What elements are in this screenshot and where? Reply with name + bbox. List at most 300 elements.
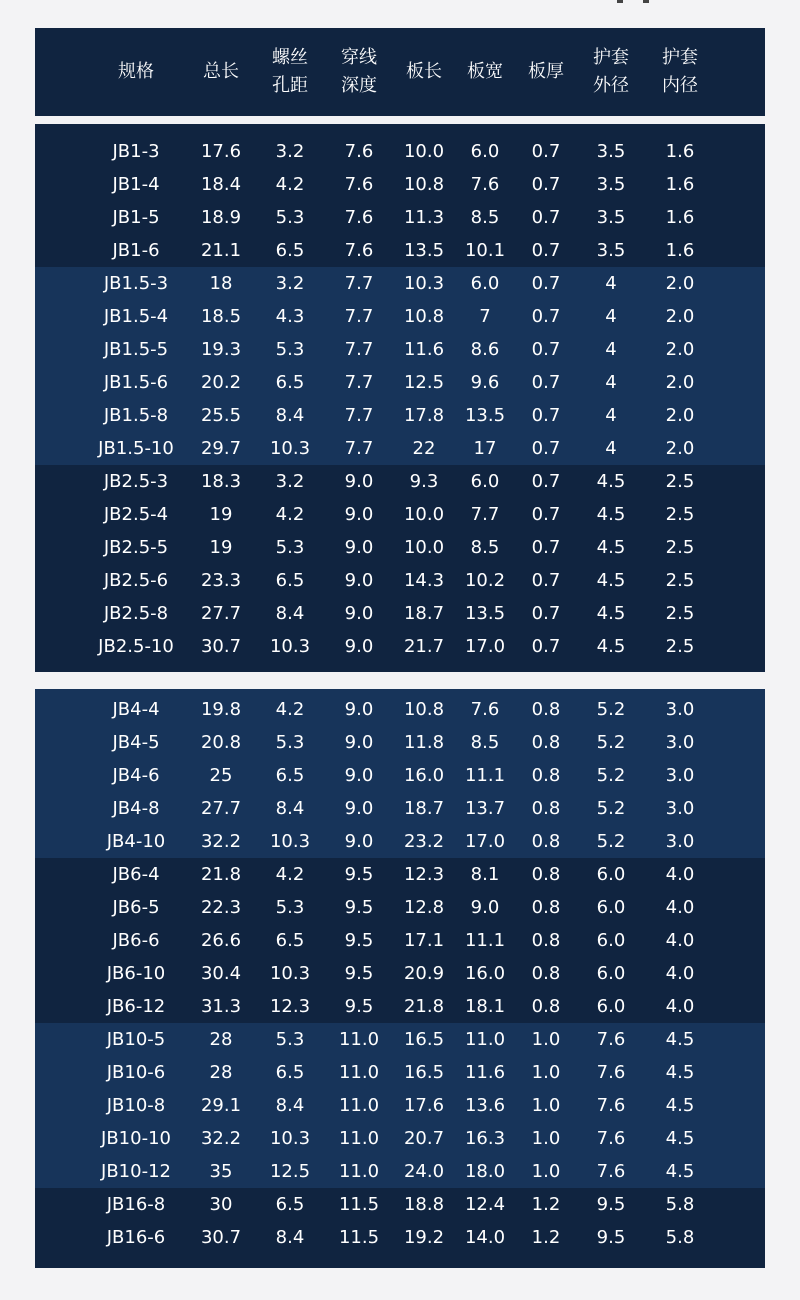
cell-screw-pitch: 10.3 <box>269 1128 311 1149</box>
cell-screw-pitch: 10.3 <box>269 963 311 984</box>
cell-plate-length: 10.0 <box>403 537 445 558</box>
cell-plate-length: 11.6 <box>403 339 445 360</box>
cell-sheath-inner-diameter: 4.5 <box>665 1161 695 1182</box>
table-row <box>35 759 765 792</box>
cell-plate-length: 18.7 <box>403 798 445 819</box>
cell-total-length: 32.2 <box>200 1128 242 1149</box>
cell-plate-thickness: 0.7 <box>531 339 561 360</box>
cell-screw-pitch: 10.3 <box>269 831 311 852</box>
header-sheath-inner-diameter: 内径 <box>662 75 698 96</box>
cell-spec: JB1.5-5 <box>103 339 169 360</box>
cell-sheath-outer-diameter: 4 <box>605 405 617 426</box>
cell-plate-length: 12.3 <box>403 864 445 885</box>
cell-plate-length: 10.8 <box>403 174 445 195</box>
header-spec: 规格 <box>118 61 154 82</box>
header-plate-thickness: 板厚 <box>528 61 564 82</box>
cell-total-length: 27.7 <box>200 603 242 624</box>
table-header <box>35 28 765 116</box>
cell-thread-depth: 9.0 <box>344 471 374 492</box>
cell-total-length: 30.4 <box>200 963 242 984</box>
header-screw-pitch: 孔距 <box>272 75 308 96</box>
cell-plate-thickness: 0.8 <box>531 765 561 786</box>
cell-plate-width: 11.6 <box>464 1062 506 1083</box>
cell-plate-thickness: 0.7 <box>531 603 561 624</box>
cell-spec: JB10-5 <box>106 1029 166 1050</box>
cell-plate-length: 24.0 <box>403 1161 445 1182</box>
cell-thread-depth: 7.7 <box>344 306 374 327</box>
cell-total-length: 17.6 <box>200 141 242 162</box>
cell-sheath-inner-diameter: 4.0 <box>665 930 695 951</box>
table-row <box>35 366 765 399</box>
cell-screw-pitch: 12.5 <box>269 1161 311 1182</box>
cell-sheath-outer-diameter: 6.0 <box>596 930 626 951</box>
cell-spec: JB2.5-4 <box>103 504 169 525</box>
cell-plate-length: 19.2 <box>403 1227 445 1248</box>
cell-thread-depth: 9.0 <box>344 732 374 753</box>
table-row <box>35 689 765 726</box>
cell-sheath-outer-diameter: 6.0 <box>596 996 626 1017</box>
cell-screw-pitch: 4.3 <box>275 306 305 327</box>
cell-sheath-inner-diameter: 4.0 <box>665 963 695 984</box>
cell-spec: JB2.5-3 <box>103 471 169 492</box>
cell-spec: JB1-6 <box>112 240 160 261</box>
cell-spec: JB6-10 <box>106 963 166 984</box>
cell-sheath-outer-diameter: 5.2 <box>596 765 626 786</box>
cell-plate-thickness: 0.7 <box>531 240 561 261</box>
cell-plate-width: 9.6 <box>470 372 500 393</box>
cell-plate-thickness: 0.7 <box>531 372 561 393</box>
cell-sheath-inner-diameter: 2.0 <box>665 273 695 294</box>
cell-thread-depth: 9.0 <box>344 798 374 819</box>
header-screw-pitch: 螺丝 <box>272 47 308 68</box>
cell-total-length: 18.9 <box>200 207 242 228</box>
cell-plate-length: 21.8 <box>403 996 445 1017</box>
cell-sheath-inner-diameter: 4.0 <box>665 897 695 918</box>
header-sheath-outer-diameter: 外径 <box>593 75 629 96</box>
header-total-length: 总长 <box>203 61 239 82</box>
cell-thread-depth: 9.5 <box>344 930 374 951</box>
table-row <box>35 825 765 858</box>
cell-thread-depth: 11.0 <box>338 1062 380 1083</box>
cell-plate-width: 12.4 <box>464 1194 506 1215</box>
cell-plate-width: 13.5 <box>464 603 506 624</box>
cell-plate-thickness: 1.0 <box>531 1062 561 1083</box>
cell-spec: JB2.5-5 <box>103 537 169 558</box>
cell-sheath-outer-diameter: 3.5 <box>596 141 626 162</box>
top-edge-mark <box>643 0 649 3</box>
cell-sheath-inner-diameter: 5.8 <box>665 1227 695 1248</box>
table-row <box>35 1089 765 1122</box>
header-thread-depth: 穿线 <box>341 47 377 68</box>
cell-plate-width: 18.0 <box>464 1161 506 1182</box>
cell-plate-width: 7.7 <box>470 504 500 525</box>
cell-sheath-outer-diameter: 7.6 <box>596 1029 626 1050</box>
cell-sheath-outer-diameter: 6.0 <box>596 897 626 918</box>
cell-screw-pitch: 6.5 <box>275 1194 305 1215</box>
cell-thread-depth: 9.0 <box>344 765 374 786</box>
cell-plate-width: 10.2 <box>464 570 506 591</box>
cell-sheath-inner-diameter: 2.5 <box>665 570 695 591</box>
cell-plate-thickness: 0.8 <box>531 996 561 1017</box>
cell-spec: JB1.5-8 <box>103 405 169 426</box>
cell-spec: JB4-6 <box>112 765 160 786</box>
cell-spec: JB2.5-6 <box>103 570 169 591</box>
cell-plate-length: 17.6 <box>403 1095 445 1116</box>
cell-screw-pitch: 5.3 <box>275 207 305 228</box>
cell-total-length: 19.3 <box>200 339 242 360</box>
cell-total-length: 31.3 <box>200 996 242 1017</box>
cell-spec: JB4-4 <box>112 699 160 720</box>
cell-plate-length: 20.9 <box>403 963 445 984</box>
header-sheath-outer-diameter: 护套 <box>593 47 629 68</box>
cell-plate-thickness: 0.7 <box>531 570 561 591</box>
cell-spec: JB6-5 <box>112 897 160 918</box>
cell-sheath-inner-diameter: 4.0 <box>665 864 695 885</box>
cell-screw-pitch: 10.3 <box>269 636 311 657</box>
cell-sheath-outer-diameter: 5.2 <box>596 699 626 720</box>
table-row <box>35 531 765 564</box>
cell-plate-width: 11.1 <box>464 930 506 951</box>
cell-plate-length: 16.5 <box>403 1062 445 1083</box>
cell-total-length: 28 <box>209 1062 233 1083</box>
cell-screw-pitch: 3.2 <box>275 141 305 162</box>
table-row <box>35 465 765 498</box>
cell-screw-pitch: 3.2 <box>275 471 305 492</box>
cell-plate-thickness: 0.7 <box>531 471 561 492</box>
cell-sheath-inner-diameter: 3.0 <box>665 798 695 819</box>
header-sheath-inner-diameter: 护套 <box>662 47 698 68</box>
cell-spec: JB2.5-10 <box>98 636 174 657</box>
cell-thread-depth: 9.5 <box>344 897 374 918</box>
cell-plate-width: 6.0 <box>470 471 500 492</box>
cell-plate-thickness: 0.7 <box>531 273 561 294</box>
cell-total-length: 18.4 <box>200 174 242 195</box>
cell-sheath-outer-diameter: 4 <box>605 306 617 327</box>
cell-spec: JB1.5-6 <box>103 372 169 393</box>
cell-screw-pitch: 4.2 <box>275 699 305 720</box>
cell-sheath-inner-diameter: 4.5 <box>665 1029 695 1050</box>
cell-plate-thickness: 0.8 <box>531 897 561 918</box>
cell-sheath-inner-diameter: 1.6 <box>665 141 695 162</box>
cell-plate-thickness: 1.0 <box>531 1161 561 1182</box>
cell-sheath-outer-diameter: 9.5 <box>596 1227 626 1248</box>
cell-screw-pitch: 5.3 <box>275 339 305 360</box>
cell-plate-width: 17.0 <box>464 831 506 852</box>
cell-screw-pitch: 8.4 <box>275 798 305 819</box>
cell-plate-width: 6.0 <box>470 273 500 294</box>
cell-plate-length: 14.3 <box>403 570 445 591</box>
cell-plate-length: 10.0 <box>403 141 445 162</box>
cell-total-length: 18.5 <box>200 306 242 327</box>
cell-sheath-outer-diameter: 6.0 <box>596 864 626 885</box>
cell-plate-length: 17.8 <box>403 405 445 426</box>
cell-thread-depth: 7.7 <box>344 438 374 459</box>
cell-spec: JB1.5-3 <box>103 273 169 294</box>
cell-sheath-inner-diameter: 2.5 <box>665 636 695 657</box>
cell-plate-width: 10.1 <box>464 240 506 261</box>
cell-spec: JB4-10 <box>106 831 166 852</box>
cell-sheath-inner-diameter: 1.6 <box>665 240 695 261</box>
cell-thread-depth: 9.0 <box>344 831 374 852</box>
table-row <box>35 201 765 234</box>
table-row <box>35 726 765 759</box>
cell-plate-thickness: 0.8 <box>531 798 561 819</box>
cell-total-length: 21.1 <box>200 240 242 261</box>
cell-total-length: 18 <box>209 273 233 294</box>
table-row <box>35 792 765 825</box>
cell-total-length: 19.8 <box>200 699 242 720</box>
cell-sheath-outer-diameter: 4.5 <box>596 504 626 525</box>
cell-thread-depth: 11.0 <box>338 1095 380 1116</box>
cell-plate-width: 17 <box>473 438 497 459</box>
cell-total-length: 20.2 <box>200 372 242 393</box>
table-row <box>35 135 765 168</box>
cell-thread-depth: 7.7 <box>344 273 374 294</box>
cell-spec: JB16-8 <box>106 1194 166 1215</box>
cell-plate-thickness: 0.7 <box>531 636 561 657</box>
cell-plate-thickness: 0.7 <box>531 438 561 459</box>
cell-plate-thickness: 0.8 <box>531 699 561 720</box>
cell-sheath-inner-diameter: 3.0 <box>665 699 695 720</box>
cell-sheath-inner-diameter: 3.0 <box>665 831 695 852</box>
cell-screw-pitch: 8.4 <box>275 1227 305 1248</box>
cell-sheath-outer-diameter: 3.5 <box>596 240 626 261</box>
cell-thread-depth: 9.0 <box>344 699 374 720</box>
cell-sheath-outer-diameter: 4.5 <box>596 603 626 624</box>
cell-plate-thickness: 0.8 <box>531 732 561 753</box>
cell-spec: JB1-5 <box>112 207 160 228</box>
cell-spec: JB1.5-10 <box>98 438 174 459</box>
cell-screw-pitch: 5.3 <box>275 537 305 558</box>
table-row <box>35 300 765 333</box>
cell-plate-width: 11.1 <box>464 765 506 786</box>
cell-screw-pitch: 6.5 <box>275 240 305 261</box>
cell-sheath-inner-diameter: 2.5 <box>665 504 695 525</box>
header-plate-width: 板宽 <box>467 61 503 82</box>
spec-table-2 <box>35 689 765 1268</box>
cell-thread-depth: 9.5 <box>344 963 374 984</box>
cell-screw-pitch: 4.2 <box>275 864 305 885</box>
cell-plate-thickness: 1.0 <box>531 1128 561 1149</box>
cell-plate-length: 10.3 <box>403 273 445 294</box>
cell-plate-length: 11.3 <box>403 207 445 228</box>
cell-plate-width: 7 <box>479 306 491 327</box>
cell-plate-width: 17.0 <box>464 636 506 657</box>
cell-spec: JB10-8 <box>106 1095 166 1116</box>
table-row <box>35 1023 765 1056</box>
cell-sheath-inner-diameter: 5.8 <box>665 1194 695 1215</box>
cell-total-length: 30 <box>209 1194 233 1215</box>
cell-plate-width: 8.5 <box>470 207 500 228</box>
cell-sheath-inner-diameter: 2.5 <box>665 471 695 492</box>
cell-sheath-outer-diameter: 5.2 <box>596 831 626 852</box>
table-row <box>35 399 765 432</box>
cell-plate-length: 16.0 <box>403 765 445 786</box>
cell-thread-depth: 7.6 <box>344 141 374 162</box>
cell-sheath-inner-diameter: 2.0 <box>665 372 695 393</box>
cell-thread-depth: 7.6 <box>344 207 374 228</box>
cell-plate-length: 22 <box>412 438 436 459</box>
cell-plate-length: 12.5 <box>403 372 445 393</box>
cell-plate-thickness: 0.7 <box>531 504 561 525</box>
cell-plate-width: 13.5 <box>464 405 506 426</box>
cell-screw-pitch: 4.2 <box>275 174 305 195</box>
header-plate-length: 板长 <box>406 61 442 82</box>
cell-total-length: 32.2 <box>200 831 242 852</box>
cell-plate-length: 17.1 <box>403 930 445 951</box>
cell-plate-thickness: 0.7 <box>531 306 561 327</box>
cell-sheath-outer-diameter: 3.5 <box>596 174 626 195</box>
cell-thread-depth: 7.7 <box>344 405 374 426</box>
cell-sheath-outer-diameter: 4.5 <box>596 471 626 492</box>
cell-plate-length: 13.5 <box>403 240 445 261</box>
cell-total-length: 29.7 <box>200 438 242 459</box>
cell-screw-pitch: 10.3 <box>269 438 311 459</box>
cell-thread-depth: 9.0 <box>344 636 374 657</box>
table-row <box>35 1188 765 1221</box>
cell-plate-width: 11.0 <box>464 1029 506 1050</box>
cell-thread-depth: 9.0 <box>344 537 374 558</box>
cell-plate-thickness: 0.8 <box>531 831 561 852</box>
cell-plate-length: 16.5 <box>403 1029 445 1050</box>
cell-plate-width: 8.6 <box>470 339 500 360</box>
cell-plate-length: 10.0 <box>403 504 445 525</box>
cell-plate-width: 7.6 <box>470 174 500 195</box>
cell-sheath-inner-diameter: 2.5 <box>665 537 695 558</box>
cell-plate-thickness: 0.7 <box>531 537 561 558</box>
cell-sheath-outer-diameter: 4 <box>605 273 617 294</box>
cell-plate-length: 20.7 <box>403 1128 445 1149</box>
table-row <box>35 432 765 465</box>
cell-sheath-inner-diameter: 4.0 <box>665 996 695 1017</box>
cell-plate-length: 9.3 <box>409 471 439 492</box>
cell-plate-width: 8.1 <box>470 864 500 885</box>
cell-sheath-outer-diameter: 5.2 <box>596 732 626 753</box>
cell-thread-depth: 11.5 <box>338 1194 380 1215</box>
cell-total-length: 28 <box>209 1029 233 1050</box>
cell-spec: JB1-4 <box>112 174 160 195</box>
cell-plate-thickness: 0.7 <box>531 174 561 195</box>
table-row <box>35 1155 765 1188</box>
cell-sheath-inner-diameter: 4.5 <box>665 1062 695 1083</box>
cell-total-length: 18.3 <box>200 471 242 492</box>
cell-sheath-inner-diameter: 2.0 <box>665 339 695 360</box>
table-row <box>35 924 765 957</box>
cell-thread-depth: 7.6 <box>344 174 374 195</box>
table-row <box>35 267 765 300</box>
cell-thread-depth: 7.7 <box>344 372 374 393</box>
cell-thread-depth: 9.0 <box>344 603 374 624</box>
table-row <box>35 630 765 663</box>
table-row <box>35 333 765 366</box>
cell-sheath-inner-diameter: 2.5 <box>665 603 695 624</box>
cell-plate-width: 16.0 <box>464 963 506 984</box>
cell-sheath-outer-diameter: 4 <box>605 438 617 459</box>
cell-plate-thickness: 0.7 <box>531 405 561 426</box>
cell-screw-pitch: 6.5 <box>275 765 305 786</box>
table-row <box>35 858 765 891</box>
cell-sheath-inner-diameter: 2.0 <box>665 438 695 459</box>
cell-plate-width: 14.0 <box>464 1227 506 1248</box>
cell-thread-depth: 9.5 <box>344 996 374 1017</box>
cell-plate-thickness: 1.2 <box>531 1227 561 1248</box>
cell-sheath-outer-diameter: 4 <box>605 372 617 393</box>
spec-table-1 <box>35 124 765 672</box>
cell-plate-length: 23.2 <box>403 831 445 852</box>
table-row <box>35 234 765 267</box>
cell-sheath-inner-diameter: 1.6 <box>665 207 695 228</box>
table-row <box>35 498 765 531</box>
cell-thread-depth: 9.5 <box>344 864 374 885</box>
cell-spec: JB4-8 <box>112 798 160 819</box>
cell-total-length: 30.7 <box>200 1227 242 1248</box>
cell-plate-thickness: 0.8 <box>531 963 561 984</box>
cell-spec: JB2.5-8 <box>103 603 169 624</box>
cell-total-length: 21.8 <box>200 864 242 885</box>
cell-screw-pitch: 4.2 <box>275 504 305 525</box>
cell-plate-width: 8.5 <box>470 732 500 753</box>
cell-plate-thickness: 0.8 <box>531 930 561 951</box>
cell-sheath-inner-diameter: 4.5 <box>665 1128 695 1149</box>
cell-total-length: 26.6 <box>200 930 242 951</box>
table-row <box>35 1056 765 1089</box>
cell-spec: JB1-3 <box>112 141 160 162</box>
top-edge-mark <box>617 0 623 3</box>
cell-sheath-outer-diameter: 7.6 <box>596 1161 626 1182</box>
table-row <box>35 891 765 924</box>
cell-screw-pitch: 8.4 <box>275 1095 305 1116</box>
cell-screw-pitch: 8.4 <box>275 603 305 624</box>
cell-sheath-inner-diameter: 1.6 <box>665 174 695 195</box>
cell-plate-width: 16.3 <box>464 1128 506 1149</box>
header-thread-depth: 深度 <box>341 75 377 96</box>
cell-plate-thickness: 1.2 <box>531 1194 561 1215</box>
cell-plate-thickness: 0.8 <box>531 864 561 885</box>
cell-plate-thickness: 0.7 <box>531 141 561 162</box>
cell-sheath-outer-diameter: 4 <box>605 339 617 360</box>
cell-total-length: 30.7 <box>200 636 242 657</box>
cell-plate-length: 12.8 <box>403 897 445 918</box>
cell-total-length: 25.5 <box>200 405 242 426</box>
cell-spec: JB6-6 <box>112 930 160 951</box>
cell-total-length: 27.7 <box>200 798 242 819</box>
cell-sheath-inner-diameter: 3.0 <box>665 732 695 753</box>
cell-thread-depth: 11.5 <box>338 1227 380 1248</box>
cell-plate-length: 18.7 <box>403 603 445 624</box>
cell-plate-length: 10.8 <box>403 306 445 327</box>
cell-sheath-inner-diameter: 2.0 <box>665 405 695 426</box>
cell-plate-width: 7.6 <box>470 699 500 720</box>
cell-plate-thickness: 1.0 <box>531 1095 561 1116</box>
cell-plate-width: 13.7 <box>464 798 506 819</box>
cell-sheath-outer-diameter: 4.5 <box>596 636 626 657</box>
cell-sheath-outer-diameter: 4.5 <box>596 537 626 558</box>
table-row <box>35 597 765 630</box>
cell-plate-length: 21.7 <box>403 636 445 657</box>
cell-sheath-outer-diameter: 4.5 <box>596 570 626 591</box>
table-row <box>35 957 765 990</box>
table-row <box>35 1221 765 1254</box>
cell-screw-pitch: 6.5 <box>275 930 305 951</box>
cell-sheath-outer-diameter: 7.6 <box>596 1128 626 1149</box>
cell-screw-pitch: 6.5 <box>275 570 305 591</box>
cell-total-length: 23.3 <box>200 570 242 591</box>
cell-plate-width: 6.0 <box>470 141 500 162</box>
cell-sheath-inner-diameter: 4.5 <box>665 1095 695 1116</box>
cell-sheath-outer-diameter: 5.2 <box>596 798 626 819</box>
cell-thread-depth: 9.0 <box>344 570 374 591</box>
cell-plate-thickness: 1.0 <box>531 1029 561 1050</box>
